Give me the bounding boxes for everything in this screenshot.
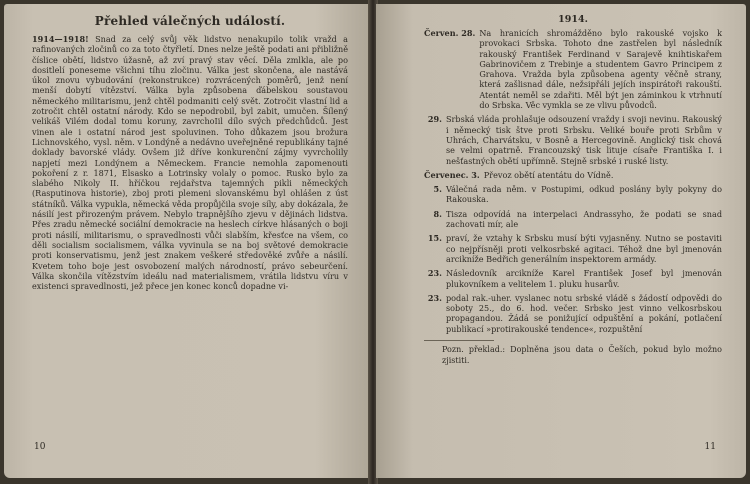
year-heading: 1914.: [558, 14, 588, 25]
entry-text: praví, že vztahy k Srbsku musí býti vyjasněny. Nutno se postaviti co nejpřísněji proti velkosrbské agitaci. Téhož dne byl jmenován arcikníže Bedřich generálním inspektorem armády.: [446, 233, 722, 264]
chronology-entry: [424, 184, 722, 205]
left-page-number: 10: [34, 442, 46, 452]
chronology-entry: [424, 233, 722, 264]
entry-text: Srbská vláda prohlašuje odsouzení vraždy i svoji nevinu. Rakouský i německý tisk štve proti Srbsku. Veliké bouře proti Srbům v Uhrách, Charvátsku, v Bosně a Hercegovině. Anglický tisk chová se velmi opatrně. Francouzský tisk lituje císaře Františka I. i nešťastných obětí upřímně. Stejně srbské i ruské listy.: [446, 114, 722, 166]
entry-date: 15.: [427, 233, 442, 244]
translator-note: Pozn. překlad.: Doplněna jsou data o Češích, pokud bylo možno zjistiti.: [442, 345, 722, 365]
entry-text: Na hranicích shromážděno bylo rakouské vojsko k provokaci Srbska. Tohoto dne zastřelen byl následník rakouský František Ferdinand v Sarajevě knihtiskařem Gabrinovičem z Trebinje a studentem Gavro Principem z Grahova. Vražda byla způsobena agenty věčně strany, která zašlisnad dále, nežsipřáli jejích inspirátoři rakouští. Atentát neměl se zdařiti. Měl být jen záminkou k vtrhnutí do Srbska. Věc vymkla se ze vlivu původců.: [479, 28, 722, 111]
chronology-entry: [424, 114, 722, 165]
entry-date: 23.: [427, 292, 442, 303]
entry-date: Červenec. 3.: [424, 169, 480, 180]
entry-text: Válečná rada něm. v Postupimi, odkud poslány byly pokyny do Rakouska.: [446, 184, 722, 205]
entry-date: 8.: [433, 208, 442, 219]
page-title: Přehled válečných událostí.: [94, 14, 286, 28]
chronology-entry: [424, 209, 722, 230]
intro-paragraph: [32, 34, 348, 291]
left-page: [4, 4, 370, 478]
chronology-entry: [424, 28, 722, 110]
entry-text: Tisza odpovídá na interpelaci Andrassyho, že podati se snad zachovati mír, ale: [446, 208, 722, 230]
entry-date: 5.: [433, 184, 442, 195]
entry-text: podal rak.-uher. vyslanec notu srbské vládě s žádostí odpovědi do soboty 25., do 6. hod. večer. Srbsko jest vinno velkosrbskou propagandou. Žádá se ponižující odpuštění a pokání, potlačení publikací »protirakouské tendence«, rozpuštění: [446, 292, 722, 334]
footnote-rule: [424, 340, 494, 341]
right-page-number: 11: [704, 442, 716, 452]
entry-text: Následovník arcikníže Karel František Josef byl jmenován plukovníkem a velitelem 1. pluku husarův.: [446, 268, 722, 289]
entry-date: Červen. 28.: [424, 28, 476, 38]
intro-text: Snad za celý svůj věk lidstvo nenakupilo tolik vražd a rafinovaných zločinů co za toto čtyřletí. Dnes nelze ještě podati ani přibližně číslice obětí, lidstvo úžasně, až zví pravý stav věcí. Děla zmlkla, ale po dositlelí poneseme všichni tíhu zločinu. Válka jest skončena, ale nastává úkol znovu vybudování (rekonstrukce) rozvrácených poměrů, jenž není menší dobytí vítězství. Válka byla způsobena ďábelskou soustavou německého militarismu, jenž chtěl podmaniti celý svět. Zotročit vlastní lid a zotročit chtěl ostatní národy. Kdo se nepodrobil, byl zabit, umučen. Šílený velikáš Vilém dodal tomu koruny, zavrchoIil dílo svých předchůdců. Jest vinen ale i ostatní národ jest spoluvinen. Toho důkazem jsou brožura Lichnovského, vysl. něm. v Londýně a nedávno uveřejněné republikány tajné doklady bavorské vlády. Ovšem již dříve konkurenční zájmy vyvrcholily napjetí mezi Londýnem a Německem. Francie nemohla zapomenouti pokoření z r. 1871, Elsasko a Lotrinsky volaly o pomoc. Rusko bylo za slabého Nikoly II. hříčkou rejdařstva tajemných pikli německých (Rasputinova historie), zboj proti plemeni slovanskému byl ohlášen z úst státníků. Válka vypukla, německá věda propůjčila svoje síly, aby dokázala, že násilí jest přirozeným právem. Nebylo trapnějšího zjevu v dějinách lidstva. Přes zradu německé sociální demokracie na heslech církve hlásaných o boji proti násilí, militarismu, o spravedlnosti vůči slabším, křesťce na všem, co děli socialism socialismem, válka vyvinula se na boj světové demokracie proti konservatismu, jenž jest znakem veškeré středověké zvůře a násilí. Kvetem toho boje jest osvobození malých národností, právo sebeurčení. Válka skončila vítězstvím ideálu nad materialismem, vrátila lidstvu víru v existenci spravedlnosti, jež přece jen konec konců dopadne vi-: [32, 34, 348, 292]
chronology-entry: [424, 268, 722, 289]
entry-date: 23.: [427, 268, 442, 279]
intro-date: 1914—1918!: [32, 34, 89, 44]
entry-text: Převoz obětí atentátu do Vídně.: [483, 169, 614, 180]
entry-date: 29.: [427, 114, 442, 125]
right-page: [376, 4, 746, 478]
chronology-entry: [424, 293, 722, 334]
chronology-entry: [424, 170, 722, 180]
